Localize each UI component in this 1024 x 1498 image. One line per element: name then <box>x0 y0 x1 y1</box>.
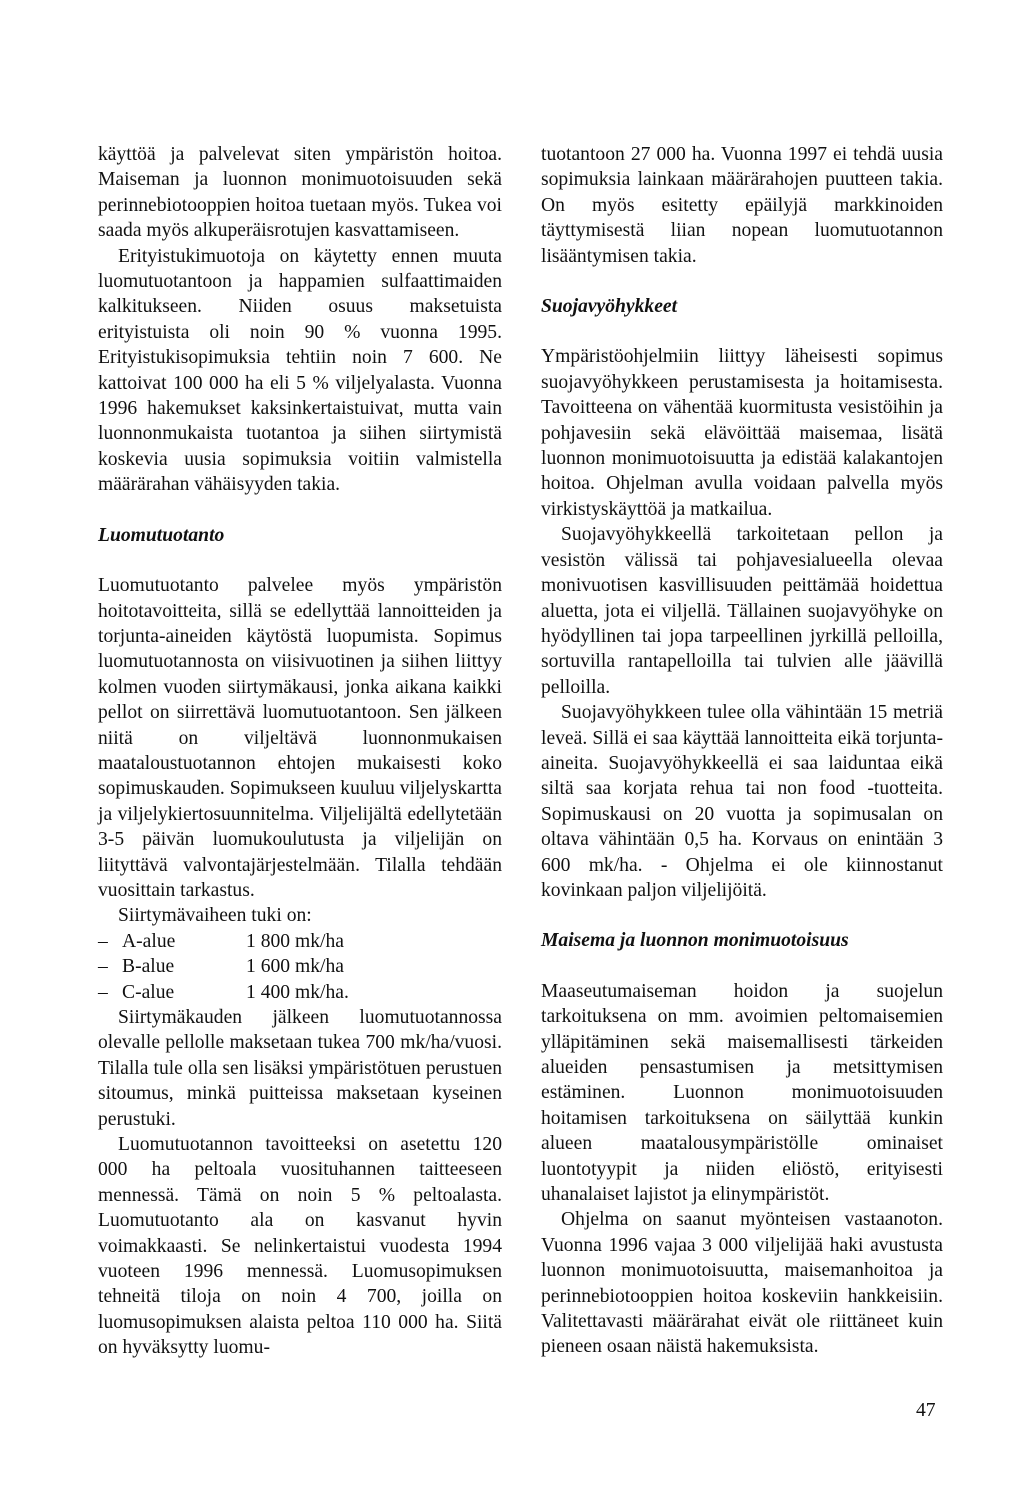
tuki-summa: 1 600 mk/ha <box>246 956 344 978</box>
section-heading-luomutuotanto: Luomutuotanto <box>98 524 225 546</box>
paragraph: Suojavyöhykkeellä tarkoitetaan pellon ja vesistön välissä tai pohjavesialueella olevaa monivuotisen kasvillisuuden peittämää hoidettua aluetta, jota ei viljellä. Tällainen suojavyöhyke on hyödyllinen tai jopa tarpeellinen jyrkillä pelloilla, sortuvilla rantapelloilla tai tulvien alle jäävillä pelloilla. <box>541 524 943 698</box>
paragraph: käyttöä ja palvelevat siten ympäristön hoitoa. Maiseman ja luonnon monimuotoisuuden sekä perinnebiotooppien hoitoa tuetaan myös. Tukea voi saada myös alkuperäisrotujen kasvattamiseen. <box>98 144 502 242</box>
section-heading-suojavyohykkeet: Suojavyöhykkeet <box>541 296 678 318</box>
paragraph: Luomutuotanto palvelee myös ympäristön hoitotavoitteita, sillä se edellyttää lannoitteiden ja torjunta-aineiden käytöstä luopumista. Sopimus luomutuotannosta on viisivuotinen ja siihen liittyy kolmen vuoden siirtymäkausi, jonka aikana kaikki pellot on siirrettävä luomutuotantoon. Sen jälkeen niitä on viljeltävä luonnonmukaisen maataloustuotannon ehtojen mukaisesti koko sopimuskauden. Sopimukseen kuuluu viljelyskartta ja viljelykiertosuunnitelma. Viljelijältä edellytetään 3-5 päivän luomukoulutusta ja viljelijän on liityttävä valvontajärjestelmään. Tilalla tehdään vuosittain tarkastus. <box>98 575 502 901</box>
list-dash: – <box>98 930 108 952</box>
tuki-item <box>98 929 502 954</box>
tuki-intro: Siirtymävaiheen tuki on: <box>118 905 312 927</box>
right-column <box>541 142 943 1360</box>
tuki-alue: A-alue <box>122 930 176 952</box>
paragraph: Erityistukimuotoja on käytetty ennen muuta luomutuotantoon ja happamien sulfaattimaiden kalkitukseen. Niiden osuus maksetuista erityistuista oli noin 90 % vuonna 1995. Erityistukisopimuksia tehtiin noin 7 600. Ne kattoivat 100 000 ha eli 5 % viljelyalasta. Vuonna 1996 hakemukset kaksinkertaistuivat, mutta vain luonnonmukaista tuotantoa ja siihen siirtymistä koskevia uusia sopimuksia voitiin valmistella määrärahan vähäisyyden takia. <box>98 245 502 496</box>
section-heading-maisema: Maisema ja luonnon monimuotoisuus <box>541 930 849 952</box>
paragraph: Suojavyöhykkeen tulee olla vähintään 15 metriä leveä. Sillä ei saa käyttää lannoitteita eikä torjunta-aineita. Suojavyöhykkeellä ei saa laiduntaa eikä siltä saa korjata rehua tai non food -tuotteita. Sopimuskausi on 20 vuotta ja sopimusalan on oltava vähintään 0,5 ha. Korvaus on enintään 3 600 mk/ha. - Ohjelma ei ole kiinnostanut kovinkaan paljon viljelijöitä. <box>541 702 943 901</box>
tuki-item <box>98 980 502 1005</box>
tuki-summa: 1 400 mk/ha. <box>246 981 349 1003</box>
tuki-summa: 1 800 mk/ha <box>246 930 344 952</box>
tuki-list <box>98 929 502 1005</box>
tuki-alue: B-alue <box>122 956 175 978</box>
list-dash: – <box>98 981 108 1003</box>
paragraph: Maaseutumaiseman hoidon ja suojelun tarkoituksena on mm. avoimien peltomaisemien ylläpitäminen sekä maisemallisesti tärkeiden alueiden pensastumisen ja metsittymisen estäminen. Luonnon monimuotoisuuden hoitamisen tarkoituksena on säilyttää kunkin alueen maatalousympäristölle ominaiset luontotyypit ja niiden eliöstö, erityisesti uhanalaiset lajistot ja elinympäristöt. <box>541 980 943 1206</box>
paragraph: Ohjelma on saanut myönteisen vastaanoton. Vuonna 1996 vajaa 3 000 viljelijää haki avustusta luonnon monimuotoisuutta, maisemanhoitoa ja perinnebiotooppien hoitoa koskeviin hankkeisiin. Valitettavasti määrärahat eivät ole riittäneet kuin pieneen osaan näistä hakemuksista. <box>541 1209 943 1358</box>
tuki-alue: C-alue <box>122 981 175 1003</box>
paragraph: Ympäristöohjelmiin liittyy läheisesti sopimus suojavyöhykkeen perustamisesta ja hoitamisesta. Tavoitteena on vähentää kuormitusta vesistöihin ja pohjavesiin sekä elävöittää maisemaa, lisätä luonnon monimuotoisuutta ja edistää kalakantojen hoitoa. Ohjelman avulla voidaan palvella myös virkistyskäyttöä ja matkailua. <box>541 346 943 520</box>
paragraph: Luomutuotannon tavoitteeksi on asetettu 120 000 ha peltoala vuosituhannen taitteeseen mennessä. Tämä on noin 5 % peltoalasta. Luomutuotanto ala on kasvanut hyvin voimakkaasti. Se nelinkertaistui vuodesta 1994 vuoteen 1996 mennessä. Luomusopimuksen tehneitä tiloja on noin 4 700, joilla on luomusopimuksen alaista peltoa 110 000 ha. Siitä on hyväksytty luomu- <box>98 1134 502 1359</box>
tuki-item <box>98 954 502 979</box>
paragraph: Siirtymäkauden jälkeen luomutuotannossa olevalle pellolle maksetaan tukea 700 mk/ha/vuosi. Tilalla tule olla sen lisäksi ympäristötuen perustuen sitoumus, minkä puitteissa maksetaan kyseinen perustuki. <box>98 1007 502 1130</box>
page-number: 47 <box>916 1400 936 1421</box>
list-dash: – <box>98 956 108 978</box>
left-column <box>98 142 502 1361</box>
paragraph: tuotantoon 27 000 ha. Vuonna 1997 ei tehdä uusia sopimuksia lainkaan määrärahojen puutteen takia. On myös esitetty epäilyjä markkinoiden täyttymisestä liian nopean luomutuotannon lisääntymisen takia. <box>541 144 943 267</box>
